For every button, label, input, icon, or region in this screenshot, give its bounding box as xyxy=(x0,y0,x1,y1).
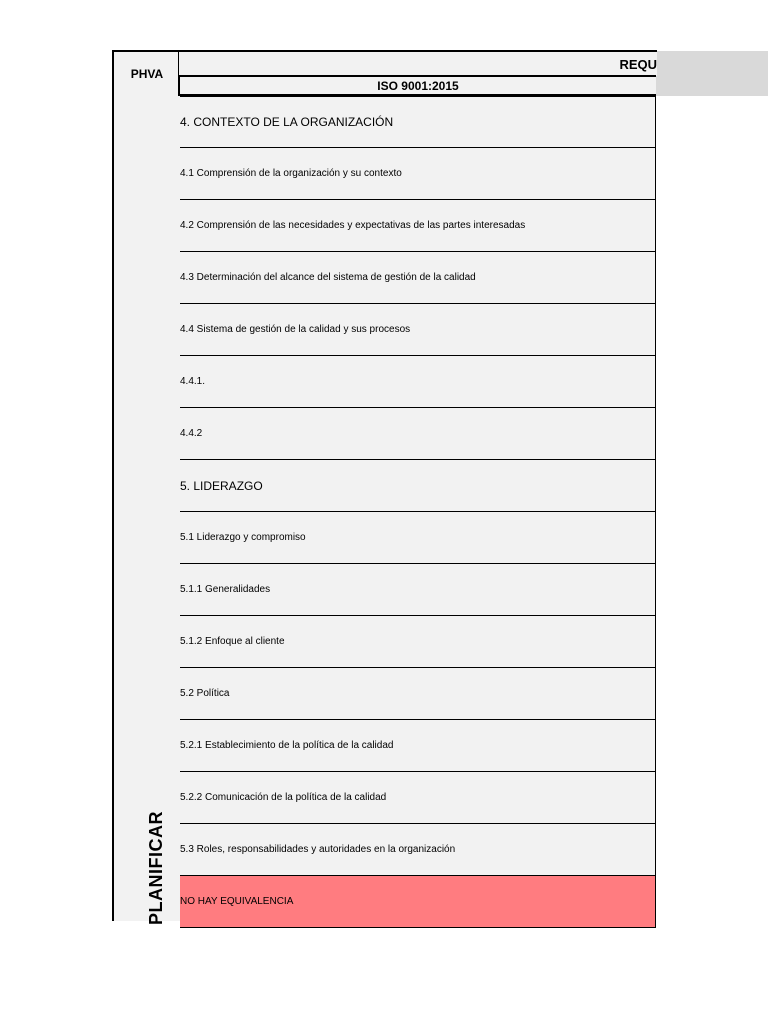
section-heading-row[interactable] xyxy=(180,460,656,512)
phva-stage-label: PLANIFICAR xyxy=(146,811,166,925)
no-equivalence-row[interactable] xyxy=(180,876,656,928)
requirement-text: 4.2 Comprensión de las necesidades y expectativas de las partes interesadas xyxy=(180,220,526,231)
phva-header-cell xyxy=(112,50,180,98)
requirement-row[interactable] xyxy=(180,668,656,720)
requirement-row[interactable] xyxy=(180,824,656,876)
requirement-text: 5.2 Política xyxy=(180,688,230,699)
requirement-text: 5.1 Liderazgo y compromiso xyxy=(180,532,306,543)
requirement-text: 4.4 Sistema de gestión de la calidad y sus procesos xyxy=(180,324,411,335)
requirement-text: 5.1.1 Generalidades xyxy=(180,584,271,595)
requirement-row[interactable] xyxy=(180,200,656,252)
requirement-text: 4.4.2 xyxy=(180,428,203,439)
requirement-text: 4. CONTEXTO DE LA ORGANIZACIÓN xyxy=(180,115,394,129)
iso-standard-label: ISO 9001:2015 xyxy=(377,78,459,93)
requirement-row[interactable] xyxy=(180,304,656,356)
requirement-row[interactable] xyxy=(180,512,656,564)
requirement-row[interactable] xyxy=(180,772,656,824)
requirement-text: 5.3 Roles, responsabilidades y autoridades en la organización xyxy=(180,844,456,855)
requirement-text: 4.4.1. xyxy=(180,376,206,387)
requirement-row[interactable] xyxy=(180,356,656,408)
requirement-row[interactable] xyxy=(180,616,656,668)
requirement-row[interactable] xyxy=(180,148,656,200)
requirement-text: 5. LIDERAZGO xyxy=(180,478,263,493)
requirement-text: 5.1.2 Enfoque al cliente xyxy=(180,636,285,647)
requirements-list xyxy=(180,96,656,928)
requirement-row[interactable] xyxy=(180,720,656,772)
requirement-text: 5.2.1 Establecimiento de la política de la calidad xyxy=(180,740,394,751)
requirement-row[interactable] xyxy=(180,252,656,304)
requirement-row[interactable] xyxy=(180,564,656,616)
header-gray-band xyxy=(656,51,768,96)
requirement-text: NO HAY EQUIVALENCIA xyxy=(180,896,294,907)
requirement-row[interactable] xyxy=(180,408,656,460)
requirement-text: 5.2.2 Comunicación de la política de la calidad xyxy=(180,792,387,803)
requirement-text: 4.1 Comprensión de la organización y su contexto xyxy=(180,168,402,179)
requirements-header-cell xyxy=(178,50,657,76)
phva-column-cell xyxy=(112,96,182,921)
requirements-header-label: REQU xyxy=(619,57,657,72)
iso-standard-header-cell xyxy=(178,75,656,96)
requirement-text: 4.3 Determinación del alcance del sistema de gestión de la calidad xyxy=(180,272,476,283)
phva-header-label: PHVA xyxy=(130,67,164,81)
section-heading-row[interactable] xyxy=(180,96,656,148)
